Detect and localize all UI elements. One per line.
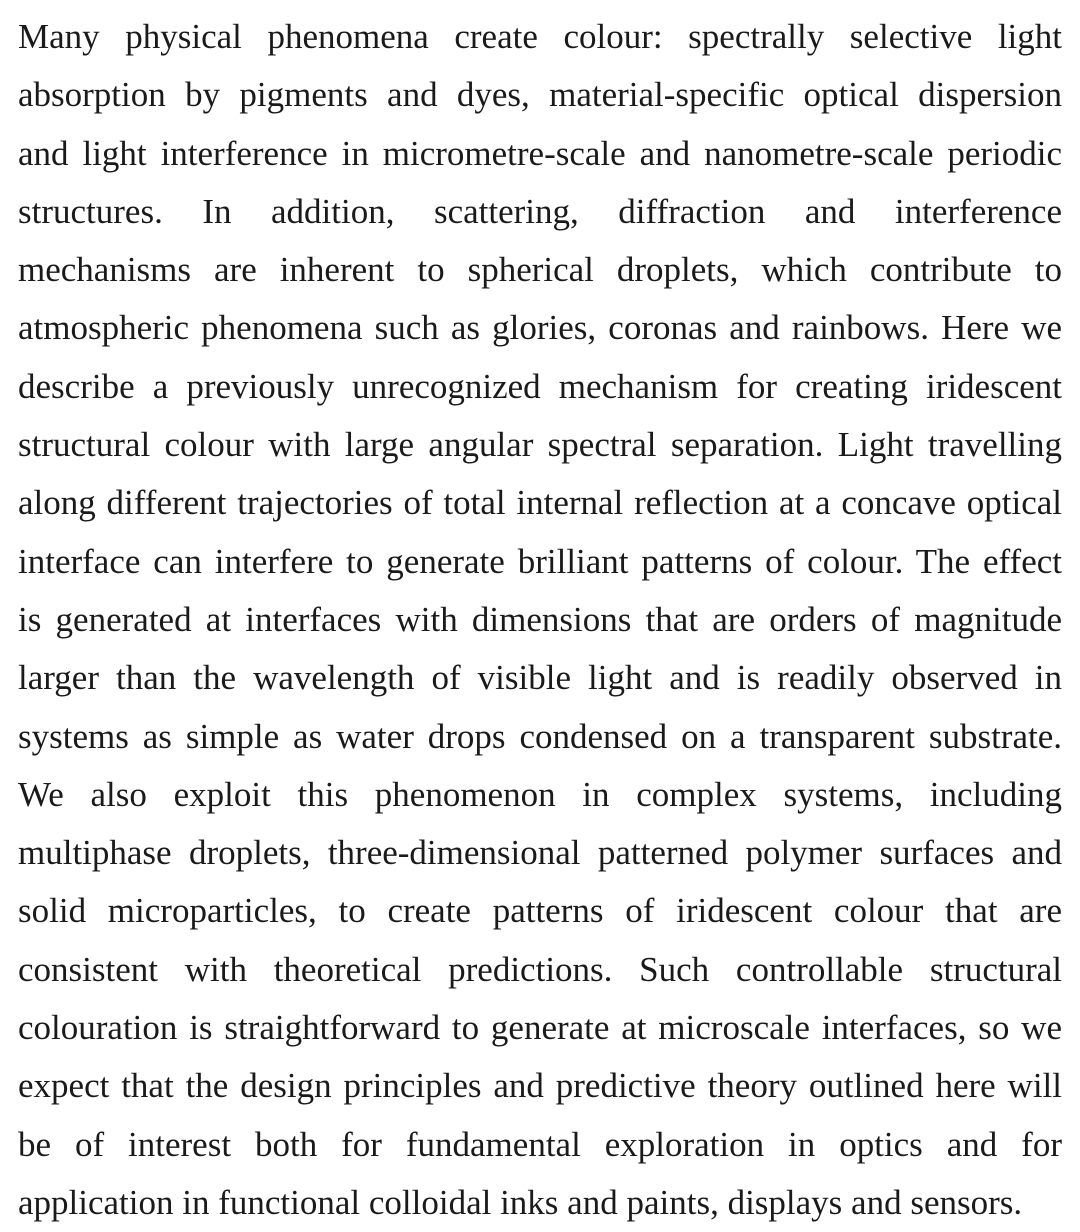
text-line: systems as simple as water drops condensed on a transparent substrate. [18, 716, 1062, 756]
text-line: and light interference in micrometre-scale and nanometre-scale periodic [18, 133, 1062, 173]
text-line: describe a previously unrecognized mechanism for creating iridescent [18, 366, 1062, 406]
text-line: is generated at interfaces with dimensions that are orders of magnitude [18, 599, 1062, 639]
text-line: atmospheric phenomena such as glories, coronas and rainbows. Here we [18, 308, 1062, 348]
text-line: Many physical phenomena create colour: spectrally selective light [18, 17, 1062, 56]
text-line: structural colour with large angular spectral separation. Light travelling [18, 425, 1062, 465]
text-line: colouration is straightforward to generate at microscale interfaces, so we [18, 1008, 1062, 1048]
text-line: larger than the wavelength of visible light and is readily observed in [18, 658, 1062, 698]
text-line: expect that the design principles and predictive theory outlined here will [18, 1066, 1062, 1106]
abstract-paragraph [18, 8, 1062, 1232]
text-line: multiphase droplets, three-dimensional patterned polymer surfaces and [18, 833, 1062, 873]
text-line: along different trajectories of total internal reflection at a concave optical [18, 483, 1062, 523]
text-line: absorption by pigments and dyes, material-specific optical dispersion [18, 75, 1062, 115]
text-line: be of interest both for fundamental exploration in optics and for [18, 1124, 1062, 1164]
text-line: structures. In addition, scattering, diffraction and interference [18, 191, 1062, 231]
text-line: solid microparticles, to create patterns of iridescent colour that are [18, 891, 1062, 931]
text-line: We also exploit this phenomenon in complex systems, including [18, 774, 1062, 814]
text-line: mechanisms are inherent to spherical droplets, which contribute to [18, 250, 1062, 290]
text-line: application in functional colloidal inks and paints, displays and sensors. [18, 1182, 1023, 1222]
text-line: consistent with theoretical predictions. Such controllable structural [18, 949, 1062, 989]
text-line: interface can interfere to generate brilliant patterns of colour. The effect [18, 541, 1062, 581]
